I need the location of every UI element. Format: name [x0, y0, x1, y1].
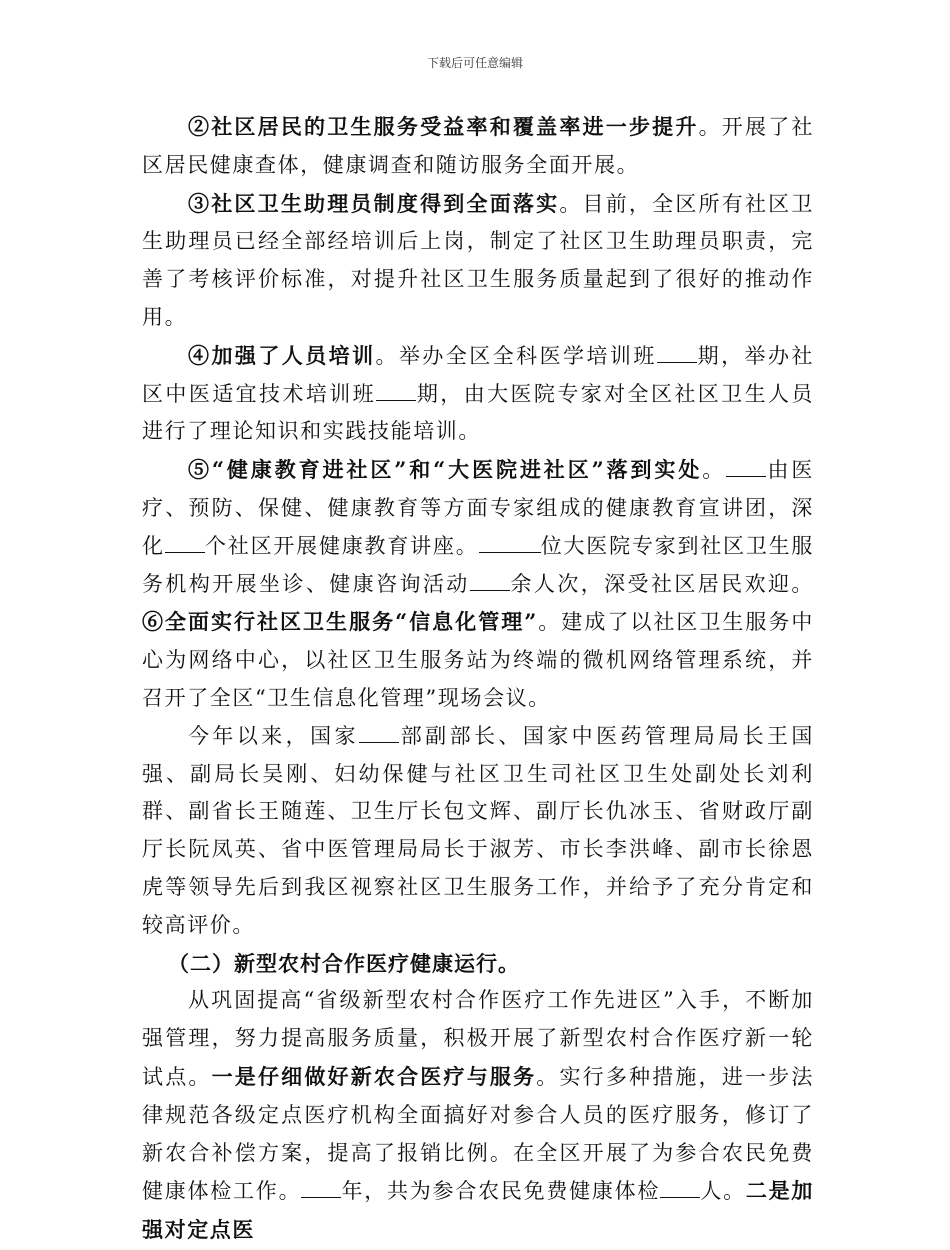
fill-blank — [301, 1177, 341, 1198]
paragraph-community-coverage — [142, 108, 814, 185]
paragraph-text: 部副部长、国家中医药管理局局长王国强、副局长吴刚、妇幼保健与社区卫生司社区卫生处副处长刘利群、副省长王随莲、卫生厅长包文辉、副厅长仇冰玉、省财政厅副厅长阮凤英、省中医管理局局长于淑芳、市长李洪峰、副市长徐恩虎等领导先后到我区视察社区卫生服务工作，并给予了充分肯定和较高评价。 — [142, 723, 814, 937]
bold-phrase: ②社区居民的卫生服务受益率和覆盖率进一步提升 — [188, 114, 699, 139]
fill-blank — [165, 532, 205, 553]
paragraph-text: 个社区开展健康教育讲座。 — [204, 533, 479, 558]
paragraph-leadership-visit — [142, 718, 814, 945]
fill-blank — [726, 456, 766, 477]
bold-phrase: ⑤“健康教育进社区”和“大医院进社区”落到实处 — [188, 457, 703, 483]
bold-phrase: ④加强了人员培训 — [188, 342, 376, 368]
paragraph-staff-training — [142, 337, 814, 451]
paragraph-rural-medical — [142, 982, 814, 1250]
paragraph-text: 位大医院专家到社区卫生服务机构开展坐诊、健康咨询活动 — [142, 533, 814, 596]
paragraph-text: 人。 — [700, 1179, 746, 1204]
fill-blank — [660, 1177, 700, 1198]
document-body — [142, 108, 814, 1250]
paragraph-text: 。开展了社区居民健康查体，健康调查和随访服务全面开展。 — [142, 115, 815, 177]
section-heading: （二）新型农村合作医疗健康运行。 — [168, 950, 520, 976]
paragraph-text: 。举办全区全科医学培训班 — [375, 343, 657, 368]
bold-phrase: ⑥全面实行社区卫生服务“信息化管理” — [142, 609, 538, 635]
bold-phrase: 二是加强对定点医 — [142, 1178, 814, 1243]
paragraph-text: 。建成了以社区卫生服务中心为网络中心，以社区卫生服务站为终端的微机网络管理系统，并召开了全区“卫生信息化管理”现场会议。 — [142, 610, 814, 710]
paragraph-text: 。目前，全区所有社区卫生助理员已经全部经培训后上岗，制定了社区卫生助理员职责，完善了考核评价标准，对提升社区卫生服务质量起到了很好的推动作用。 — [142, 191, 814, 329]
paragraph-text: 年，共为参合农民免费健康体检 — [341, 1179, 661, 1204]
page-header: 下载后可任意编辑 — [426, 56, 523, 70]
fill-blank — [657, 342, 697, 363]
fill-blank — [359, 722, 399, 743]
paragraph-health-education — [142, 451, 814, 718]
paragraph-text: 今年以来，国家 — [188, 723, 359, 748]
paragraph-health-assistant — [142, 185, 814, 337]
paragraph-text: 。实行多种措施，进一步法律规范各级定点医疗机构全面搞好对参合人员的医疗服务，修订了新农合补偿方案，提高了报销比例。在全区开展了为参合农民免费健康体检工作。 — [142, 1064, 814, 1204]
paragraph-text: 期，由大医院专家对全区社区卫生人员进行了理论知识和实践技能培训。 — [142, 381, 815, 444]
paragraph-text: 期，举办社区中医适宜技术培训班 — [142, 343, 814, 406]
paragraph-text: 由医疗、预防、保健、健康教育等方面专家组成的健康教育宣讲团，深化 — [142, 458, 814, 558]
paragraph-text: 余人次，深受社区居民欢迎。 — [509, 571, 814, 596]
paragraph-text: 。 — [702, 458, 727, 483]
bold-phrase: 一是仔细做好新农合医疗与服务 — [211, 1063, 537, 1089]
fill-blank — [479, 532, 541, 553]
fill-blank — [376, 380, 416, 401]
fill-blank — [470, 570, 510, 591]
bold-phrase: ③社区卫生助理员制度得到全面落实 — [188, 190, 560, 216]
paragraph-text: 从巩固提高“省级新型农村合作医疗工作先进区”入手，不断加强管理，努力提高服务质量，积极开展了新型农村合作医疗新一轮试点。 — [142, 988, 814, 1089]
